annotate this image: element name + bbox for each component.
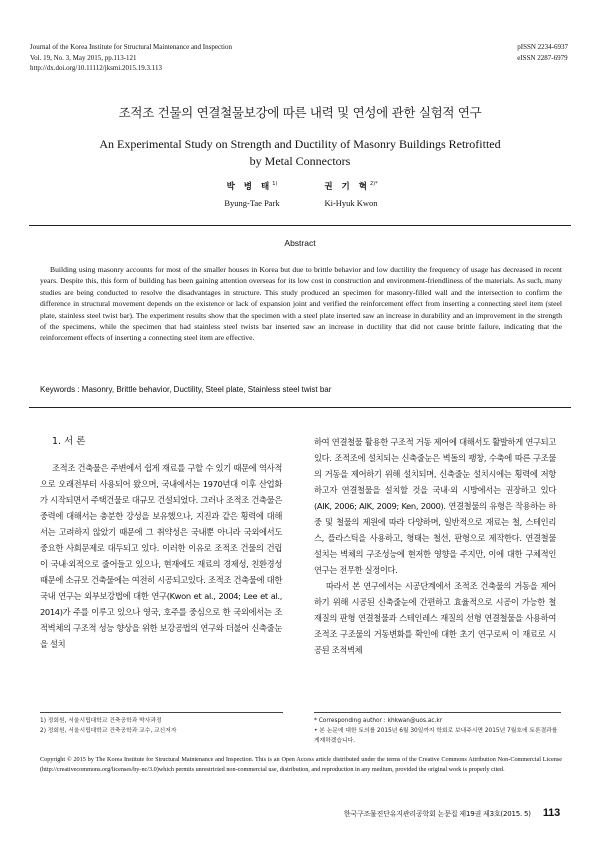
copyright-notice: Copyright © 2015 by The Korea Institute for Structural Maintenance and Inspection. This is an Open Access article distributed under the terms of the Creative Commons Attribution Non-Commercial License (http://creativecommons.org/licenses/by-nc/3.0)which permits unrestricted non-commercial use, distribution, and reproduction in any medium, provided the original work is properly cited. — [40, 756, 562, 774]
divider-top — [29, 225, 571, 226]
footnote-divider-left — [40, 712, 283, 713]
abstract-text: Building using masonry accounts for most of the smaller houses in Korea but due to brittle behavior and low ductility the frequency of usage has decreased in recent years. Despite this, this form of building has been gaining attention overseas for its low cost in construction and environment-friendliness of the materials. As such, many studies are being conducted to resolve the disadvantages in structure. This study produced an specimen for masonry-filled wall and the intersection to confirm the difference in structural movement depends on the existence or lack of expansion joint and verified the reinforcement effect from inserting a connecting steel item (steel plate, stainless steel twist bar). The experiment results show that the specimen with a steel plate inserted saw an increase in durability and an improvement in the strength of the specimens, while the specimen that had stainless steel twists bar inserted saw an increase in ductility that did not cause brittle failure, indicating that the reinforcement effects of inserting a connecting steel item are effective. — [40, 265, 562, 343]
divider-bottom — [29, 407, 571, 408]
discussion-note: • 본 논문에 대한 토의를 2015년 6월 30일까지 학회로 보내주시면 2015년 7월호에 토론결과를 게재하겠습니다. — [314, 728, 558, 744]
journal-info — [30, 42, 232, 74]
footnote-divider-right — [314, 712, 561, 713]
eissn: eISSN 2287-6979 — [517, 53, 568, 62]
footnotes-left — [40, 716, 283, 736]
page-footer — [344, 807, 560, 819]
title-korean: 조적조 건물의 연결철물보강에 따른 내력 및 연성에 관한 실험적 연구 — [118, 105, 482, 120]
title-english-line1: An Experimental Study on Strength and Ductility of Masonry Buildings Retrofitted — [99, 137, 501, 151]
paragraph: 따라서 본 연구에서는 시공단계에서 조적조 건축물의 거동을 제어하기 위해 시공된 신축줄눈에 간편하고 효율적으로 시공이 가능한 철 재질의 판형 연결철물과 스테인레스 재질의 선형 연결철물을 사용하여 조적조 구조물의 거동변화를 확인에 대한 초기 연구로써 이 재료로 시공된 조적벽체 — [314, 581, 556, 655]
paragraph: 하여 연결철물 활용한 구조적 거동 제어에 대해서도 활발하게 연구되고 있다. 조적조에 설치되는 신축줄눈은 벽돌의 팽창, 수축에 따른 구조물의 거동을 제어하기 위해 설치되며, 신축줄눈 설치시에는 횡력에 저항하고자 연결철물을 설치할 것을 국내·외 시방에서는 권장하고 있다 (AIK, 2006; AIK, 2009; Ken, 2000). 연결철물의 유형은 작용하는 하중 및 철물의 제원에 따라 다양하며, 일반적으로 재료는 철, 스테인리스, 플라스틱을 사용하고, 형태는 철선, 판형으로 제작한다. 연결철물 설치는 벽체의 구조성능에 현저한 영향을 주지만, 이에 대한 구체적인 연구는 전무한 실정이다. — [314, 437, 556, 575]
body-column-left — [40, 460, 282, 652]
issn-info — [517, 42, 568, 63]
author-2-english: Ki-Hyuk Kwon — [324, 198, 378, 208]
footnotes-right — [314, 716, 562, 746]
author-1-affil: 1) — [272, 181, 278, 188]
author-2-korean: 권 기 혁 — [324, 182, 370, 192]
title-english — [60, 136, 540, 170]
paragraph: 조적조 건축물은 주변에서 쉽게 재료를 구할 수 있기 때문에 역사적으로 오래전부터 사용되어 왔으며, 국내에서는 1970년대 이후 산업화가 시작되면서 주택건물로 대규모 건설되었다. 그러나 조적조 건축물은 중력에 대해서는 충분한 강성을 보유했으나, 지진과 같은 횡력에 대해서는 고려하지 않았기 때문에 그 취약성은 국내뿐 아니라 국외에서도 중요한 사회문제로 대두되고 있다. 이러한 이유로 조적조 건물의 건립이 국내·외적으로 줄어들고 있으나, 현재에도 재료의 경제성, 친환경성 때문에 소규모 건축물에는 여전히 시공되고있다. 조적조 건축물에 대한 국내 연구는 외부보강법에 대한 연구(Kwon et al., 2004; Lee et al., 2014)가 주를 이루고 있으나 영국, 호주를 중심으로 한 국외에서는 조적벽체의 구조적 성능 향상을 위한 보강공법의 연구와 더불어 신축줄눈을 설치 — [40, 463, 282, 649]
section-heading: 1. 서 론 — [52, 436, 86, 447]
footer-journal: 한국구조물진단유지관리공학회 논문집 제19권 제3호(2015. 5) — [343, 810, 531, 818]
body-column-right — [314, 434, 556, 658]
author-2 — [286, 180, 416, 208]
footnote: 2) 정회원, 서울시립대학교 건축공학과 교수, 교신저자 — [40, 728, 177, 734]
author-2-affil: 2)* — [369, 181, 378, 188]
keywords: Keywords : Masonry, Brittle behavior, Ductility, Steel plate, Stainless steel twist bar — [40, 385, 332, 394]
author-1-english: Byung-Tae Park — [224, 198, 280, 208]
page-number: 113 — [542, 807, 560, 819]
journal-volume: Vol. 19, No. 3, May 2015, pp.113-121 — [30, 53, 137, 62]
abstract-heading: Abstract — [284, 238, 316, 248]
footnote: 1) 정회원, 서울시립대학교 건축공학과 박사과정 — [40, 718, 162, 724]
title-english-line2: by Metal Connectors — [249, 154, 351, 168]
journal-doi[interactable]: http://dx.doi.org/10.11112/jksmi.2015.19.3.113 — [30, 64, 163, 72]
author-1-korean: 박 병 태 — [226, 182, 273, 192]
pissn: pISSN 2234-6937 — [517, 43, 568, 51]
journal-name: Journal of the Korea Institute for Structural Maintenance and Inspection — [30, 43, 232, 51]
corresponding-author: * Corresponding author : khkwan@uos.ac.kr — [314, 718, 443, 724]
